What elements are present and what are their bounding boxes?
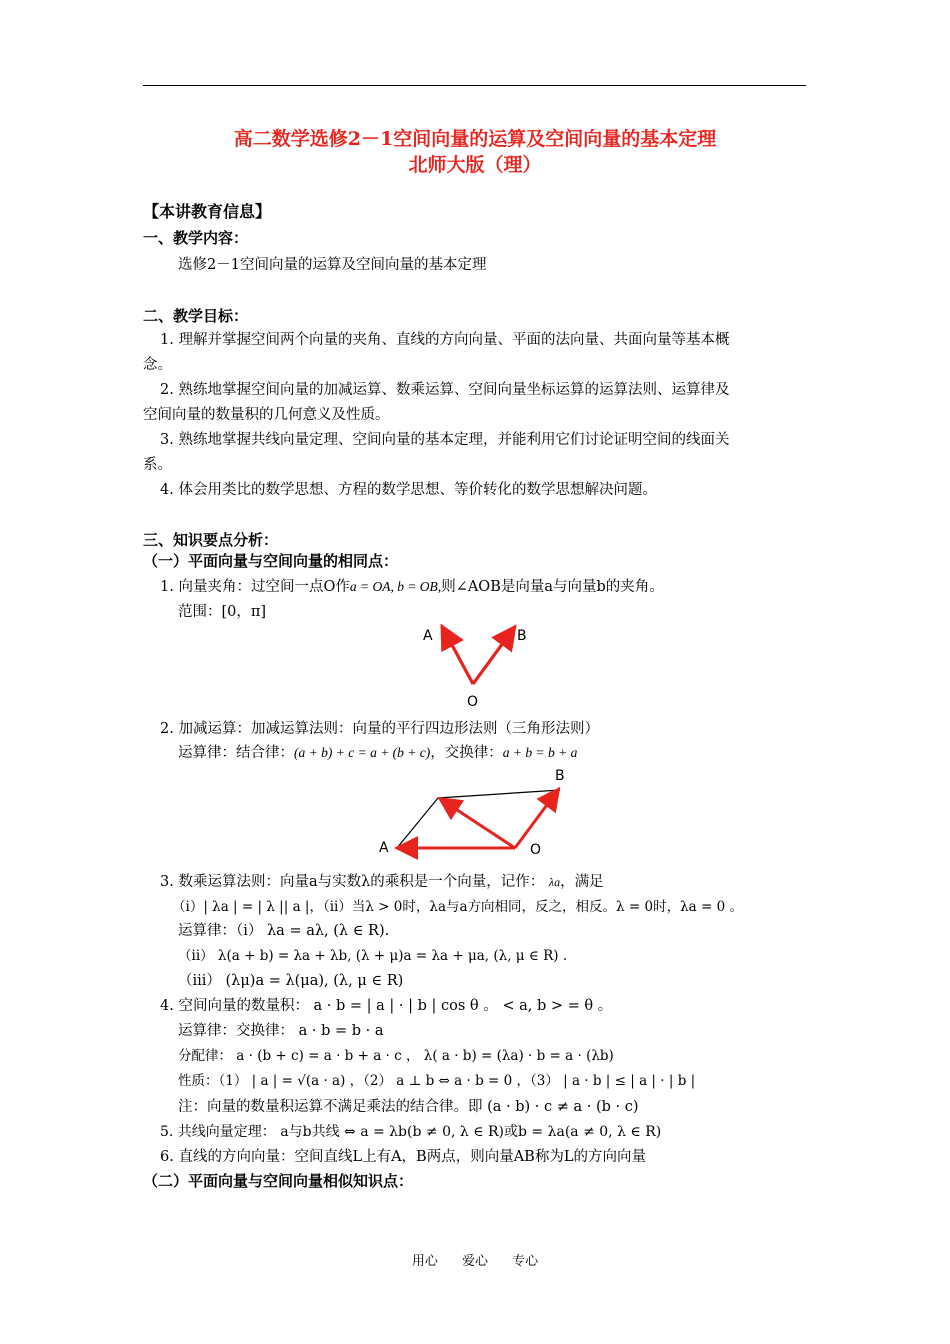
subsection2-heading: （二）平面向量与空间向量相似知识点：: [143, 1172, 414, 1190]
parallelogram-top-edge: [438, 790, 560, 798]
section2-heading: 二、教学目标：: [143, 307, 249, 325]
item3-law3: （iii） (λμ)a = λ(μa), (λ, μ ∈ R): [178, 973, 404, 989]
point-a-label: A: [423, 628, 433, 644]
goal-line: 4. 体会用类比的数学思想、方程的数学思想、等价转化的数学思想解决问题。: [160, 482, 657, 498]
item4-properties: 性质：（1） | a | = √(a · a) ，（2） a ⊥ b ⇔ a · b = 0 ，（3） | a · b | ≤ | a | · | b |: [178, 1073, 696, 1089]
page-subtitle: 北师大版（理）: [408, 154, 542, 176]
info-header: 【本讲教育信息】: [143, 202, 272, 221]
item2-comm-label: ，交换律：: [430, 745, 503, 761]
page-footer: 用心 爱心 专心: [411, 1254, 539, 1269]
item3-law1: 运算律：（i） λa = aλ, (λ ∈ R).: [178, 923, 390, 939]
goal-line: 系。: [143, 457, 172, 473]
item2-addition: 2. 加减运算：加减运算法则：向量的平行四边形法则（三角形法则）: [160, 721, 599, 737]
item4-commutative: 运算律：交换律： a · b = b · a: [178, 1023, 384, 1039]
item2-law-label: 运算律：结合律：: [178, 745, 294, 761]
item3-conditions: （i）| λa | = | λ || a |，（ii）当λ > 0时，λa与a方向相同，反之，相反。λ = 0时，λa = 0 。: [172, 899, 743, 915]
point-o-label: O: [467, 694, 479, 710]
goal-line: 1. 理解并掌握空间两个向量的夹角、直线的方向向量、平面的法向量、共面向量等基本概: [160, 332, 730, 348]
vector-ob-arrow: [473, 632, 511, 684]
associative-law: (a + b) + c = a + (b + c): [294, 745, 431, 760]
point-b-label: B: [555, 768, 565, 784]
item4-distributive: 分配律： a · (b + c) = a · b + a · c ， λ( a · b) = (λa) · b = a · (λb): [178, 1048, 614, 1064]
parallelogram-diagram: [375, 762, 575, 862]
item3-scalar: [160, 872, 604, 892]
item3-tail: ，满足: [560, 874, 604, 890]
angle-diagram: [415, 620, 545, 712]
item4-note: 注：向量的数量积运算不满足乘法的结合律。即 (a · b) · c ≠ a · (b · c): [178, 1099, 639, 1115]
item1-text-a: 1. 向量夹角：过空间一点O作: [160, 579, 350, 595]
item3-law2: （ii） λ(a + b) = λa + λb, (λ + μ)a = λa + μa, (λ, μ ∈ R) .: [178, 948, 568, 964]
goal-line: 念。: [143, 357, 172, 373]
item1-math: a = OA, b = OB,: [349, 579, 442, 594]
item4-dot-product: 4. 空间向量的数量积： a · b = | a | · | b | cos θ 。 < a, b > = θ 。: [160, 998, 613, 1014]
point-o-label: O: [530, 842, 542, 858]
item3-text: 3. 数乘运算法则：向量a与实数λ的乘积是一个向量，记作：: [160, 874, 545, 890]
item1-angle: [160, 577, 664, 597]
item2-laws: [178, 743, 577, 763]
point-a-label: A: [379, 840, 389, 856]
header-rule: [143, 85, 806, 86]
goal-line: 2. 熟练地掌握空间向量的加减运算、数乘运算、空间向量坐标运算的运算法则、运算律及: [160, 382, 730, 398]
section3-heading: 三、知识要点分析：: [143, 531, 279, 549]
page-title: 高二数学选修2－1空间向量的运算及空间向量的基本定理: [233, 128, 717, 150]
item1-text-b: 则∠AOB是向量a与向量b的夹角。: [441, 579, 664, 595]
section1-text: 选修2－1空间向量的运算及空间向量的基本定理: [178, 257, 487, 273]
subsection1-heading: （一）平面向量与空间向量的相同点：: [143, 552, 399, 570]
goal-line: 3. 熟练地掌握共线向量定理、空间向量的基本定理，并能利用它们讨论证明空间的线面关: [160, 432, 730, 448]
item1-range: 范围：[0，π]: [178, 604, 267, 620]
lambda-a: λa: [548, 875, 561, 889]
item6-direction-vector: 6. 直线的方向向量：空间直线L上有A，B两点，则向量AB称为L的方向向量: [160, 1149, 646, 1165]
parallelogram-left-edge: [397, 798, 438, 848]
goal-line: 空间向量的数量积的几何意义及性质。: [143, 407, 390, 423]
section1-heading: 一、教学内容：: [143, 229, 249, 247]
commutative-law: a + b = b + a: [502, 745, 578, 760]
item5-collinear: 5. 共线向量定理： a与b共线 ⇔ a = λb(b ≠ 0, λ ∈ R)或b = λa(a ≠ 0, λ ∈ R): [160, 1124, 662, 1140]
point-b-label: B: [517, 628, 527, 644]
vector-oa-arrow: [445, 632, 473, 684]
vector-ob-arrow: [515, 794, 555, 848]
vector-diagonal-arrow: [445, 802, 515, 848]
